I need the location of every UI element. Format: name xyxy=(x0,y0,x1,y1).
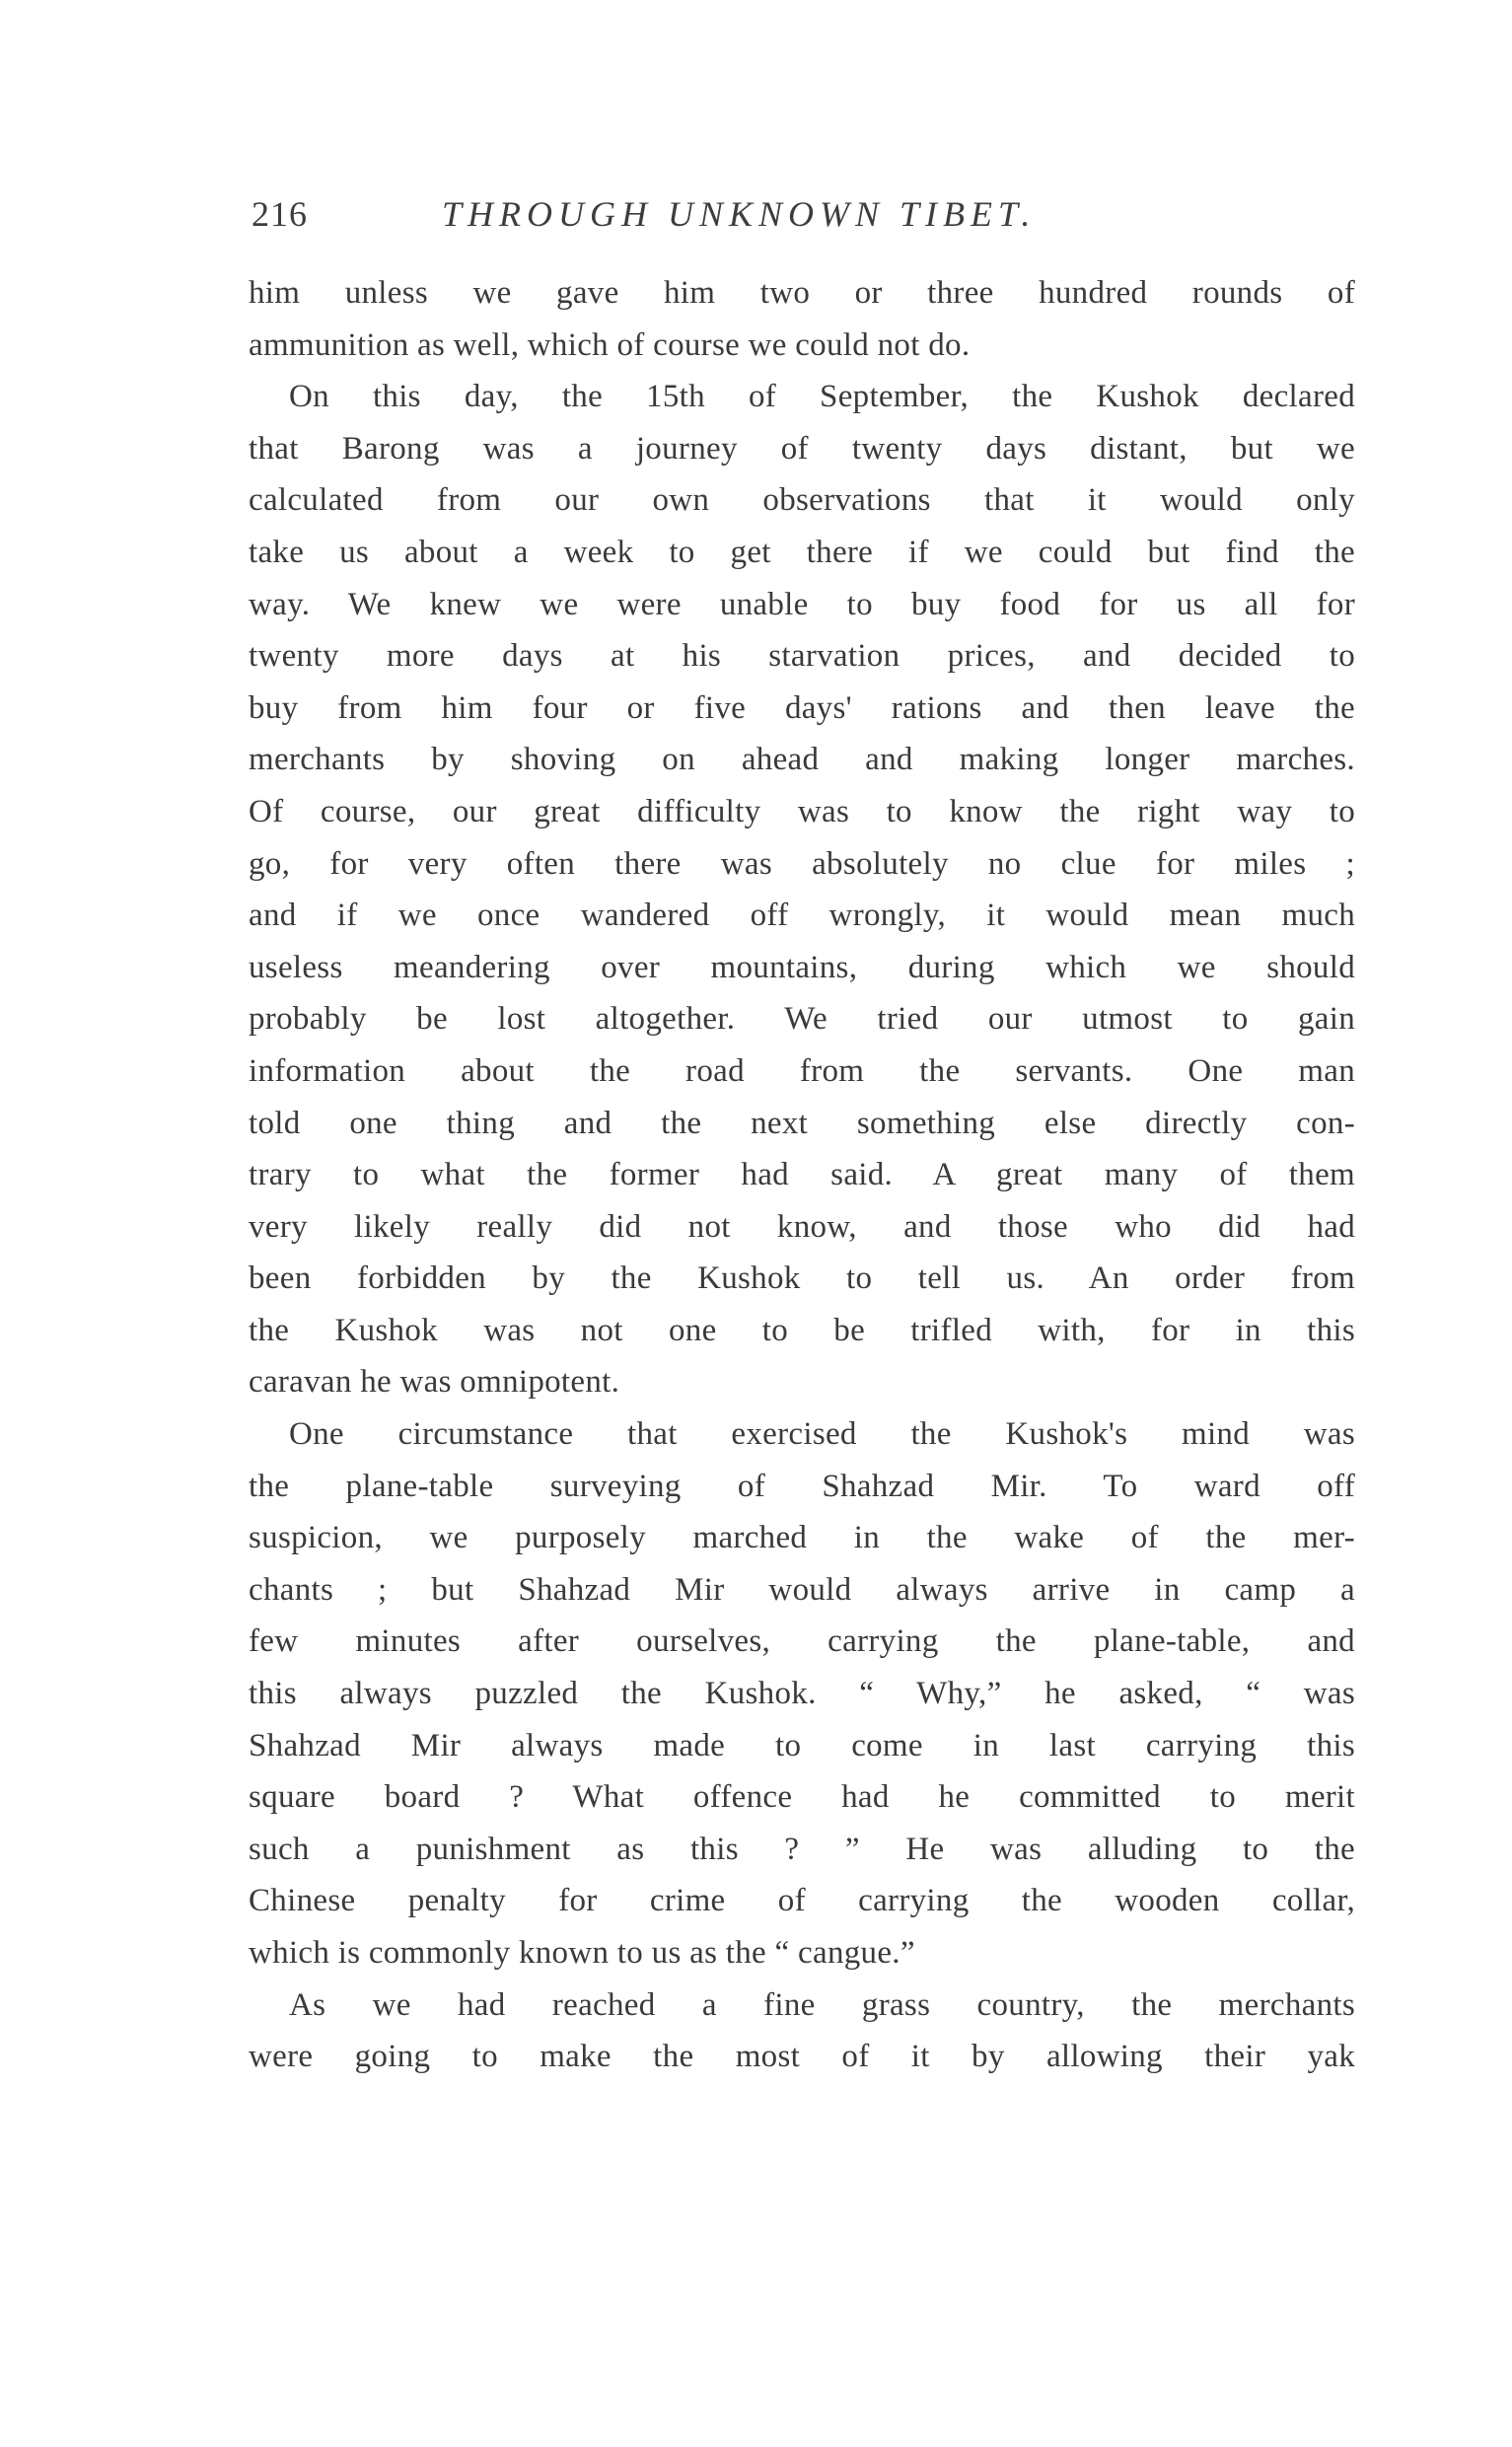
text-line: information about the road from the servants. One man xyxy=(249,1052,1355,1089)
text-line: the plane-table surveying of Shahzad Mir. To ward off xyxy=(249,1468,1355,1504)
text-line: him unless we gave him two or three hundred rounds of xyxy=(249,275,1355,311)
text-line: Of course, our great difficulty was to know the right way to xyxy=(249,793,1355,829)
text-line: the Kushok was not one to be trifled with, for in this xyxy=(249,1312,1355,1348)
text-line: buy from him four or five days' rations and then leave the xyxy=(249,689,1355,726)
text-line: One circumstance that exercised the Kushok's mind was xyxy=(289,1416,1355,1453)
text-line: which is commonly known to us as the “ cangue.” xyxy=(249,1935,915,1971)
text-line: calculated from our own observations that it would only xyxy=(249,482,1355,519)
text-line: useless meandering over mountains, during which we should xyxy=(249,949,1355,985)
page-number: 216 xyxy=(252,194,308,234)
text-line: merchants by shoving on ahead and making longer marches. xyxy=(249,742,1355,778)
text-line: caravan he was omnipotent. xyxy=(249,1364,620,1401)
text-line: twenty more days at his starvation prices, and decided to xyxy=(249,638,1355,675)
text-line: probably be lost altogether. We tried our utmost to gain xyxy=(249,1001,1355,1038)
text-line: ammunition as well, which of course we could not do. xyxy=(249,326,971,363)
text-line: chants ; but Shahzad Mir would always arrive in camp a xyxy=(249,1571,1355,1608)
text-line: such a punishment as this ? ” He was alluding to the xyxy=(249,1831,1355,1867)
text-line: take us about a week to get there if we could but find the xyxy=(249,534,1355,570)
text-line: told one thing and the next something else directly con- xyxy=(249,1105,1355,1141)
text-line: very likely really did not know, and those who did had xyxy=(249,1208,1355,1245)
text-line: this always puzzled the Kushok. “ Why,” he asked, “ was xyxy=(249,1676,1355,1712)
text-line: few minutes after ourselves, carrying the plane-table, and xyxy=(249,1623,1355,1660)
text-line: square board ? What offence had he committed to merit xyxy=(249,1779,1355,1816)
text-line: that Barong was a journey of twenty days distant, but we xyxy=(249,430,1355,467)
running-header xyxy=(252,193,1366,245)
text-line: trary to what the former had said. A great many of them xyxy=(249,1157,1355,1193)
text-line: Shahzad Mir always made to come in last carrying this xyxy=(249,1727,1355,1763)
text-line: On this day, the 15th of September, the Kushok declared xyxy=(289,379,1355,415)
text-line: As we had reached a fine grass country, the merchants xyxy=(289,1986,1355,2023)
body-text xyxy=(249,267,1355,2083)
running-title: THROUGH UNKNOWN TIBET. xyxy=(442,194,1037,234)
text-line: been forbidden by the Kushok to tell us. An order from xyxy=(249,1260,1355,1297)
text-line: Chinese penalty for crime of carrying the wooden collar, xyxy=(249,1883,1355,1919)
text-line: were going to make the most of it by allowing their yak xyxy=(249,2039,1355,2075)
text-line: and if we once wandered off wrongly, it would mean much xyxy=(249,898,1355,934)
text-line: way. We knew we were unable to buy food for us all for xyxy=(249,586,1355,622)
text-line: suspicion, we purposely marched in the wake of the mer- xyxy=(249,1520,1355,1556)
text-line: go, for very often there was absolutely no clue for miles ; xyxy=(249,845,1355,882)
